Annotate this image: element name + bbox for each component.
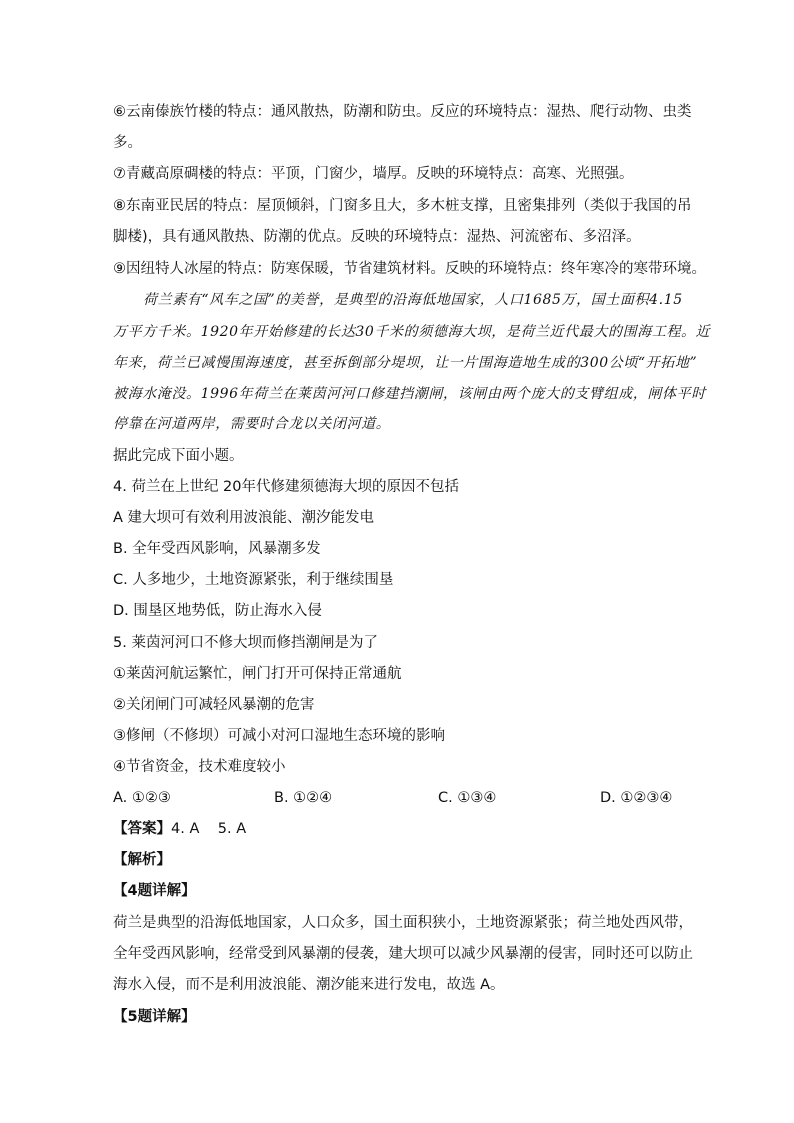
- detail-4-line: 全年受西风影响，经常受到风暴潮的侵袭，建大坝可以减少风暴潮的侵害，同时还可以防止: [113, 946, 693, 962]
- passage-line: 荷兰素有“风车之国”的美誉，是典型的沿海低地国家，人口1685万，国土面积4.15: [143, 292, 683, 308]
- question-5-option-d: D. ①②③④: [600, 790, 673, 806]
- question-4-option-a: A 建大坝可有效利用波浪能、潮汐能发电: [113, 510, 375, 526]
- question-5-statement: ②关闭闸门可减轻风暴潮的危害: [113, 697, 315, 713]
- text-line: 多。: [113, 135, 142, 151]
- text-line: ⑧东南亚民居的特点：屋顶倾斜，门窗多且大，多木桩支撑，且密集排列（类似于我国的吊: [113, 198, 692, 214]
- answer-line: [113, 819, 246, 839]
- question-5-options: [113, 788, 693, 810]
- text-line: ⑦青藏高原碉楼的特点：平顶，门窗少，墙厚。反映的环境特点：高寒、光照强。: [113, 166, 634, 182]
- question-5-stem: 5. 莱茵河河口不修大坝而修挡潮闸是为了: [113, 635, 378, 651]
- answer-text: 4. A 5. A: [171, 821, 247, 837]
- question-5-option-c: C. ①③④: [438, 790, 497, 806]
- question-4-stem: 4. 荷兰在上世纪 20年代修建须德海大坝的原因不包括: [113, 479, 460, 495]
- question-5-option-b: B. ①②④: [274, 790, 333, 806]
- text-line: 脚楼)，具有通风散热、防潮的优点。反映的环境特点：湿热、河流密布、多沼泽。: [113, 229, 641, 245]
- passage-line: 年来，荷兰已减慢围海速度，甚至拆倒部分堤坝，让一片围海造地生成的300公顷“开拓地”: [113, 355, 698, 371]
- detail-4-line: 海水入侵，而不是利用波浪能、潮汐能来进行发电，故选 A。: [113, 977, 505, 993]
- question-5-option-a: A. ①②③: [113, 790, 171, 806]
- detail-4-line: 荷兰是典型的沿海低地国家，人口众多，国土面积狭小，土地资源紧张；荷兰地处西风带，: [113, 915, 693, 931]
- question-4-option-d: D. 围垦区地势低，防止海水入侵: [113, 603, 322, 619]
- detail-4-label: 【4题详解】: [113, 883, 196, 899]
- analysis-label: 【解析】: [113, 852, 171, 868]
- instruction: 据此完成下面小题。: [113, 448, 244, 464]
- question-5-statement: ①莱茵河航运繁忙，闸门打开可保持正常通航: [113, 666, 402, 682]
- answer-label: 【答案】: [113, 821, 171, 837]
- question-5-statement: ③修闸（不修坝）可减小对河口湿地生态环境的影响: [113, 728, 445, 744]
- question-4-option-b: B. 全年受西风影响，风暴潮多发: [113, 541, 321, 557]
- question-4-option-c: C. 人多地少，土地资源紧张，利于继续围垦: [113, 572, 394, 588]
- question-5-statement: ④节省资金，技术难度较小: [113, 759, 286, 775]
- detail-5-label: 【5题详解】: [113, 1009, 196, 1025]
- passage-line: 万平方千米。1920年开始修建的长达30千米的须德海大坝，是荷兰近代最大的围海工程。近: [113, 324, 711, 340]
- text-line: ⑨因纽特人冰屋的特点：防寒保暖，节省建筑材料。反映的环境特点：终年寒冷的寒带环境。: [113, 261, 706, 277]
- passage-line: 被海水淹没。1996年荷兰在莱茵河河口修建挡潮闸，该闸由两个庞大的支臂组成，闸体平时: [113, 386, 706, 402]
- passage-line: 停靠在河道两岸，需要时合龙以关闭河道。: [113, 416, 391, 432]
- text-line: ⑥云南傣族竹楼的特点：通风散热，防潮和防虫。反应的环境特点：湿热、爬行动物、虫类: [113, 104, 692, 120]
